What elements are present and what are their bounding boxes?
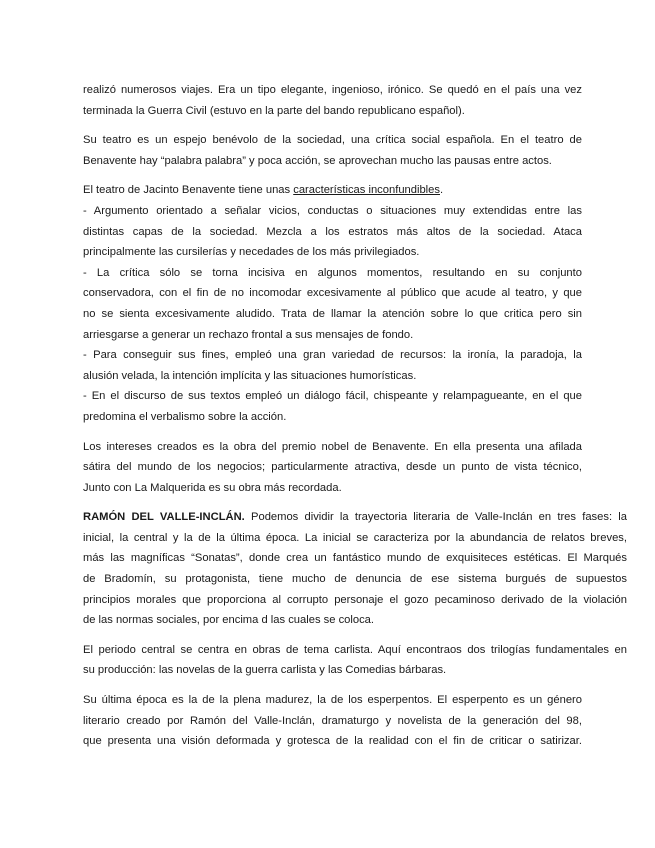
text-line: arriesgarse a generar un rechazo frontal a sus mensajes de fondo. — [83, 328, 414, 341]
text-line: conservadora, con el fin de no incomodar excesivamente al público que acude al teatro, y que — [83, 287, 582, 300]
text-line: Su última época es la de la plena madurez, la de los esperpentos. El esperpento es un género — [83, 694, 582, 707]
list-item-line: - Argumento orientado a señalar vicios, conductas o situaciones muy extendidas entre las — [83, 204, 582, 217]
underlined-phrase: características inconfundibles — [293, 184, 440, 197]
list-item-line: - La crítica sólo se torna incisiva en algunos momentos, resultando en su conjunto — [83, 266, 582, 279]
text-line: de Bradomín, su protagonista, tiene mucho de denuncia de ese sistema burgués de supuestos — [83, 573, 627, 586]
intro-period: . — [440, 184, 444, 197]
text-line: principalmente las cursilerías y necedades de los más privilegiados. — [83, 246, 420, 259]
text-line: predomina el verbalismo sobre la acción. — [83, 410, 287, 423]
intro-text: El teatro de Jacinto Benavente tiene unas — [83, 184, 294, 197]
text-line: Los intereses creados es la obra del premio nobel de Benavente. En ella presenta una afilada — [83, 440, 582, 453]
paragraph-characteristics — [83, 180, 582, 427]
paragraph-valle-inclan — [83, 507, 627, 631]
text-line: principios morales que proporciona al corrupto personaje el gozo pecaminoso derivado de la violación — [83, 593, 627, 606]
paragraph-esperpento — [83, 690, 582, 752]
list-item-line: - Para conseguir sus fines, empleó una gran variedad de recursos: la ironía, la paradoja, la — [83, 349, 582, 362]
text-line: alusión velada, la intención implícita y las situaciones humorísticas. — [83, 369, 417, 382]
paragraph-biography — [83, 80, 582, 121]
text-line: El periodo central se centra en obras de tema carlista. Aquí encontraos dos trilogías fundamentales en — [83, 643, 627, 656]
paragraph-theatre-mirror — [83, 130, 582, 171]
text-line: no se sienta excesivamente aludido. Trata de llamar la atención sobre lo que critica pero sin — [83, 307, 582, 320]
text-line: su producción: las novelas de la guerra carlista y las Comedias bárbaras. — [83, 664, 447, 677]
text-line: que presenta una visión deformada y grotesca de la realidad con el fin de criticar o satirizar. — [83, 735, 582, 748]
text-line: distintas capas de la sociedad. Mezcla a los estratos más altos de la sociedad. Ataca — [83, 225, 582, 238]
text-line: Su teatro es un espejo benévolo de la sociedad, una crítica social española. En el teatro de — [83, 134, 582, 147]
text-line: realizó numerosos viajes. Era un tipo elegante, ingenioso, irónico. Se quedó en el país una vez — [83, 84, 582, 96]
paragraph-central-period — [83, 640, 627, 681]
text-line: terminada la Guerra Civil (estuvo en la parte del bando republicano español). — [83, 104, 465, 117]
text-line: de las normas sociales, por encima d las cuales se coloca. — [83, 614, 375, 627]
text-line: inicial, la central y la de la última época. La inicial se caracteriza por la abundancia de relatos breves, — [83, 531, 627, 544]
text-line: sátira del mundo de los negocios; particularmente atractiva, desde un punto de vista técnico, — [83, 461, 582, 474]
text-line — [83, 507, 627, 528]
text-line: Benavente hay “palabra palabra” y poca acción, se aprovechan mucho las pausas entre actos. — [83, 154, 552, 167]
section-heading: RAMÓN DEL VALLE-INCLÁN. — [83, 511, 245, 524]
document-body — [83, 80, 627, 761]
text-line: literario creado por Ramón del Valle-Inclán, dramaturgo y novelista de la generación del 98, — [83, 714, 582, 727]
paragraph-intereses-creados — [83, 437, 582, 499]
heading-continuation: Podemos dividir la trayectoria literaria de Valle-Inclán en tres fases: la — [244, 511, 627, 524]
text-line: más las magníficas “Sonatas”, donde crea un fantástico mundo de exquisiteces estéticas. El Marqués — [83, 552, 627, 565]
list-item-line: - En el discurso de sus textos empleó un diálogo fácil, chispeante y relampagueante, en el que — [83, 390, 582, 403]
text-line: Junto con La Malquerida es su obra más recordada. — [83, 481, 342, 494]
text-line — [83, 180, 582, 201]
